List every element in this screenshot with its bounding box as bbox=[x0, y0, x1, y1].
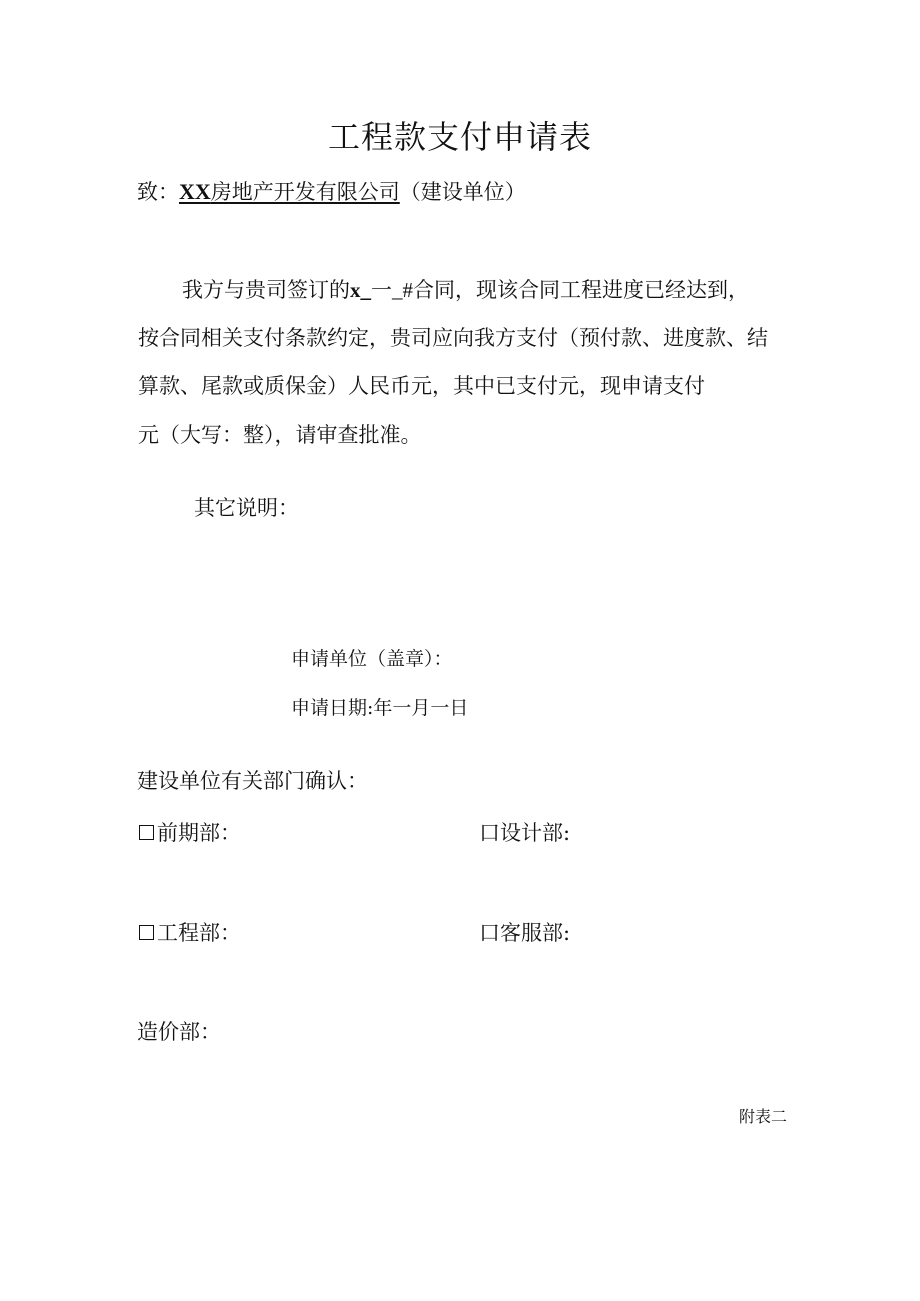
appendix-label: 附表二 bbox=[739, 1107, 788, 1126]
apply-date-label: 申请日期:年一月一日 bbox=[291, 697, 469, 719]
checkbox-icon[interactable] bbox=[139, 925, 154, 940]
other-notes-label: 其它说明： bbox=[194, 496, 299, 520]
dept-preliminary bbox=[139, 817, 241, 847]
dept-cost bbox=[137, 1016, 221, 1046]
page-title: 工程款支付申请表 bbox=[327, 118, 592, 156]
body-line-1-pre: 我方与贵司签订的 bbox=[182, 278, 350, 302]
body-line-3: 算款、尾款或质保金）人民币元，其中已支付元，现申请支付 bbox=[138, 374, 705, 398]
dept-engineering bbox=[139, 917, 241, 947]
dept-design bbox=[479, 817, 570, 847]
dept-design-label: 设计部: bbox=[500, 821, 571, 845]
contract-code-bold: x_ bbox=[350, 278, 371, 302]
company-name-rest: 房地产开发有限公司 bbox=[210, 180, 400, 204]
dept-preliminary-label: 前期部： bbox=[157, 821, 241, 845]
body-line-4: 元（大写：整），请审查批准。 bbox=[138, 423, 422, 447]
dept-customer-service-prefix: 口 bbox=[479, 921, 500, 945]
body-line-2: 按合同相关支付条款约定，贵司应向我方支付（预付款、进度款、结 bbox=[138, 326, 768, 350]
dept-confirm-label: 建设单位有关部门确认： bbox=[137, 769, 368, 793]
dept-design-prefix: 口 bbox=[479, 821, 500, 845]
checkbox-icon[interactable] bbox=[139, 825, 154, 840]
company-name-bold: XX bbox=[179, 179, 211, 204]
body-line-1-post: 合同，现该合同工程进度已经达到， bbox=[413, 278, 749, 302]
addressee-line bbox=[137, 176, 526, 206]
contract-code-rest: 一_# bbox=[371, 278, 413, 302]
dept-cost-label: 造价部： bbox=[137, 1020, 221, 1044]
body-line-1 bbox=[182, 274, 749, 304]
addressee-suffix: （建设单位） bbox=[399, 180, 526, 204]
addressee-company bbox=[179, 180, 400, 204]
contract-code bbox=[350, 278, 413, 302]
addressee-prefix: 致： bbox=[137, 180, 179, 204]
dept-customer-service bbox=[479, 917, 570, 947]
dept-engineering-label: 工程部： bbox=[157, 921, 241, 945]
applicant-label: 申请单位（盖章）： bbox=[291, 648, 453, 670]
dept-customer-service-label: 客服部: bbox=[500, 921, 571, 945]
